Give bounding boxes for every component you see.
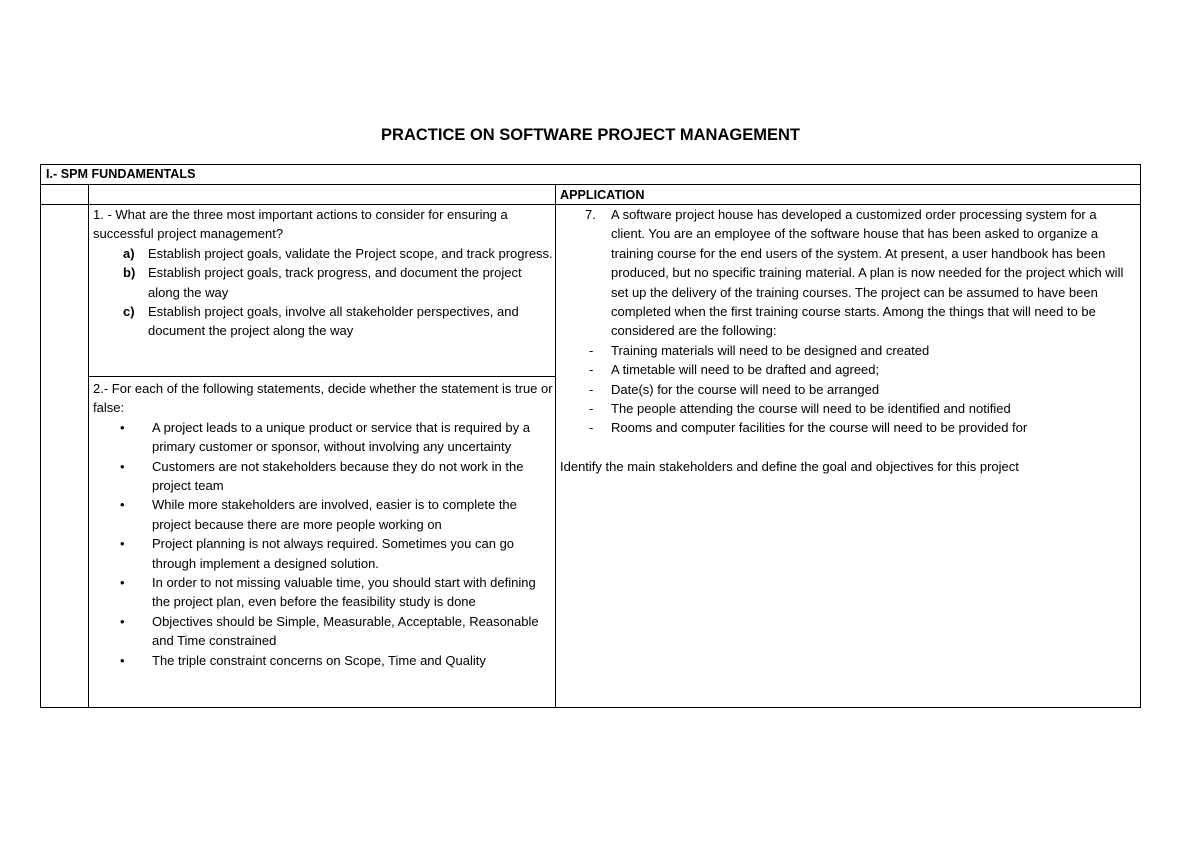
application-case: [560, 205, 1125, 341]
section-header: I.- SPM FUNDAMENTALS: [41, 165, 1140, 185]
question-2-statements: [93, 418, 553, 670]
dash-icon: -: [589, 420, 594, 436]
statement-text: A project leads to a unique product or service that is required by a primary customer or sponsor, without involving any uncertainty: [152, 419, 530, 455]
application-task: Identify the main stakeholders and define the goal and objectives for this project: [560, 458, 1019, 474]
spacer: [560, 438, 1125, 457]
option-a: [93, 244, 553, 263]
option-text: Establish project goals, involve all stakeholder perspectives, and document the project along the way: [148, 304, 519, 339]
statement-item: [93, 651, 553, 670]
dash-icon: -: [589, 401, 594, 417]
question-2-prompt: 2.- For each of the following statements, decide whether the statement is true or false:: [93, 381, 553, 416]
statement-text: Customers are not stakeholders because they do not work in the project team: [152, 458, 524, 494]
statement-text: Objectives should be Simple, Measurable, Acceptable, Reasonable and Time constrained: [152, 613, 539, 649]
statement-item: [93, 573, 553, 612]
bullet-icon: •: [120, 652, 125, 668]
dash-icon: -: [589, 362, 594, 378]
consideration-text: Rooms and computer facilities for the course will need to be provided for: [611, 420, 1028, 436]
question-1-prompt: 1. - What are the three most important actions to consider for ensuring a successful project management?: [93, 207, 508, 242]
application-header: APPLICATION: [560, 188, 645, 202]
case-item: [560, 205, 1125, 341]
option-text: Establish project goals, validate the Project scope, and track progress.: [148, 245, 553, 261]
dash-icon: -: [589, 342, 594, 358]
statement-item: [93, 457, 553, 496]
option-b: [93, 263, 553, 302]
option-text: Establish project goals, track progress, and document the project along the way: [148, 265, 522, 300]
bullet-icon: •: [120, 536, 125, 552]
bullet-icon: •: [120, 497, 125, 513]
statement-text: While more stakeholders are involved, easier is to complete the project because there are more people working on: [152, 497, 517, 532]
question-1-options: [93, 244, 553, 341]
exercise-table: [40, 164, 1141, 708]
question-1-cell: [93, 205, 553, 341]
application-cell: [560, 205, 1125, 476]
column-divider-middle: [555, 184, 556, 707]
consideration-text: Training materials will need to be designed and created: [611, 342, 930, 358]
bullet-icon: •: [120, 613, 125, 629]
statement-text: Project planning is not always required. Sometimes you can go through implement a designed solution.: [152, 536, 515, 571]
bullet-icon: •: [120, 419, 125, 435]
bullet-icon: •: [120, 575, 125, 591]
statement-item: [93, 612, 553, 651]
case-number: 7.: [585, 207, 596, 222]
column-divider-left: [88, 184, 89, 707]
question-divider: [88, 376, 555, 377]
document-title: PRACTICE ON SOFTWARE PROJECT MANAGEMENT: [381, 126, 800, 144]
statement-item: [93, 418, 553, 457]
option-marker: b): [123, 265, 136, 281]
question-2-cell: [93, 379, 553, 670]
case-text: A software project house has developed a customized order processing system for a client. You are an employee of the software house that has been asked to organize a training course for the end users of the system. At present, a user handbook has been produced, but no specific training material. A plan is now needed for the project which will set up the delivery of the training courses. The project can be assumed to have been completed when the first training course starts. Among the things that will need to be considered are the following:: [611, 207, 1124, 339]
statement-item: [93, 495, 553, 534]
consideration-text: Date(s) for the course will need to be arranged: [611, 381, 880, 397]
consideration-item: [560, 341, 1125, 360]
statement-text: In order to not missing valuable time, you should start with defining the project plan, even before the feasibility study is done: [152, 575, 536, 610]
consideration-item: [560, 399, 1125, 418]
consideration-text: The people attending the course will need to be identified and notified: [611, 401, 1011, 417]
consideration-item: [560, 418, 1125, 437]
statement-text: The triple constraint concerns on Scope, Time and Quality: [152, 652, 486, 668]
bullet-icon: •: [120, 458, 125, 474]
consideration-text: A timetable will need to be drafted and agreed;: [611, 362, 880, 378]
option-c: [93, 302, 553, 341]
option-marker: c): [123, 304, 135, 320]
consideration-item: [560, 360, 1125, 379]
consideration-item: [560, 380, 1125, 399]
statement-item: [93, 534, 553, 573]
dash-icon: -: [589, 381, 594, 397]
considerations-list: [560, 341, 1125, 438]
option-marker: a): [123, 245, 135, 261]
